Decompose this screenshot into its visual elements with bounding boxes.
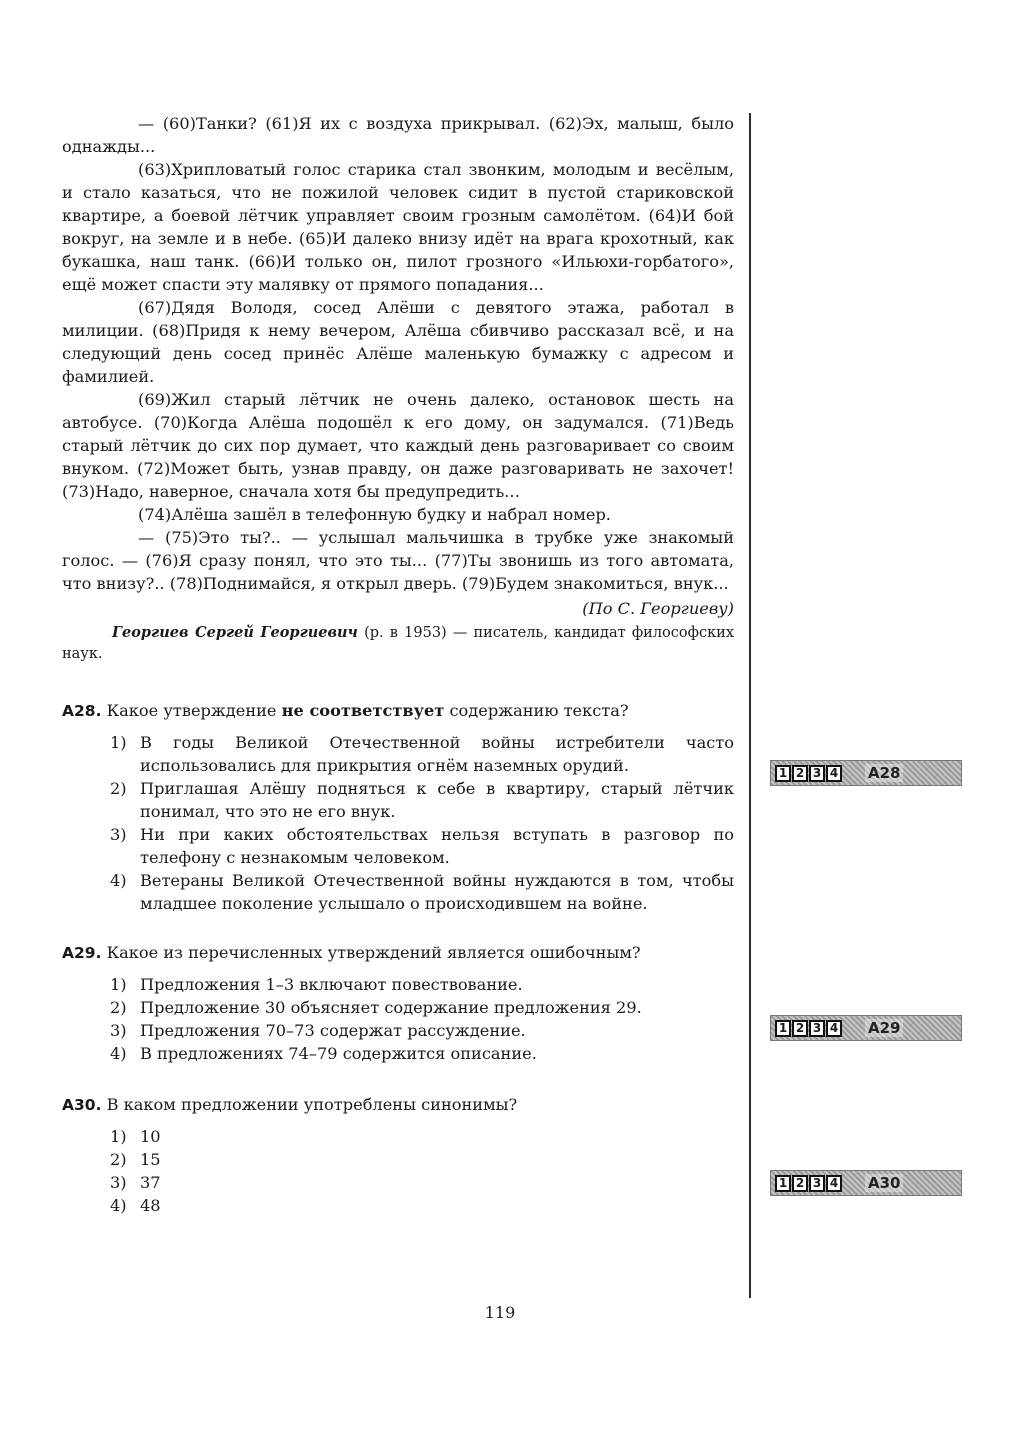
answer-box[interactable]: 4 [826, 1175, 842, 1192]
answer-strip-a28 [770, 760, 962, 786]
option-item [110, 1148, 734, 1171]
option-number: 1) [110, 1127, 127, 1146]
option-item [110, 869, 734, 915]
text-paragraph: — (60)Танки? (61)Я их с воздуха прикрывал. (62)Эх, малыш, было однажды... [62, 114, 734, 156]
answer-strip-label: А29 [865, 1019, 903, 1037]
option-text: В предложениях 74–79 содержится описание. [140, 1044, 537, 1063]
option-list [62, 973, 734, 1065]
answer-box[interactable]: 2 [792, 1175, 808, 1192]
author-bio [62, 622, 734, 665]
answer-box[interactable]: 3 [809, 765, 825, 782]
option-item [110, 777, 734, 823]
answer-box[interactable]: 4 [826, 765, 842, 782]
option-number: 2) [110, 779, 127, 798]
author-bio-text: (р. в 1953) — писатель, кандидат философских наук. [62, 625, 734, 662]
option-list [62, 1125, 734, 1217]
option-text: Приглашая Алёшу подняться к себе в квартиру, старый лётчик понимал, что это не его внук. [140, 779, 734, 821]
text-paragraph: (69)Жил старый лётчик не очень далеко, остановок шесть на автобусе. (70)Когда Алёша подошёл к его дому, он задумался. (71)Ведь старый лётчик до сих пор думает, что каждый день разговаривает со своим внуком. (72)Может быть, узнав правду, он даже разговаривать не захочет! (73)Надо, наверное, сначала хотя бы предупредить... [62, 390, 734, 501]
option-number: 1) [110, 975, 127, 994]
option-text: Предложение 30 объясняет содержание предложения 29. [140, 998, 642, 1017]
answer-strip-label: А30 [865, 1174, 903, 1192]
page-number: 119 [484, 1303, 516, 1322]
option-text: 37 [140, 1173, 161, 1192]
page-body [62, 112, 734, 1217]
margin-rule [749, 113, 751, 1298]
answer-strip-a29 [770, 1015, 962, 1041]
author-name: Георгиев Сергей Георгиевич [112, 624, 358, 641]
question-a29 [62, 941, 734, 1065]
question-number: А28. [62, 702, 102, 720]
question-title [62, 699, 734, 723]
option-text: Ни при каких обстоятельствах нельзя вступать в разговор по телефону с незнакомым человеком. [140, 825, 734, 867]
option-number: 2) [110, 1150, 127, 1169]
text-paragraph: (63)Хрипловатый голос старика стал звонким, молодым и весёлым, и стало казаться, что не пожилой человек сидит в пустой стариковской квартире, а боевой лётчик управляет своим грозным самолётом. (64)И бой вокруг, на земле и в небе. (65)И далеко внизу идёт на врага крохотный, как букашка, наш танк. (66)И только он, пилот грозного «Ильюхи-горбатого», ещё может спасти эту малявку от прямого попадания... [62, 160, 734, 294]
text-paragraph: (74)Алёша зашёл в телефонную будку и набрал номер. [138, 505, 611, 524]
option-text: Предложения 70–73 содержат рассуждение. [140, 1021, 526, 1040]
answer-strip-a30 [770, 1170, 962, 1196]
option-text: 15 [140, 1150, 161, 1169]
option-item [110, 996, 734, 1019]
question-text: В каком предложении употреблены синонимы? [101, 1095, 518, 1114]
question-text: Какое из перечисленных утверждений является ошибочным? [101, 943, 641, 962]
question-title [62, 1093, 734, 1117]
answer-box[interactable]: 1 [775, 765, 791, 782]
text-paragraph: — (75)Это ты?.. — услышал мальчишка в трубке уже знакомый голос. — (76)Я сразу понял, что это ты... (77)Ты звонишь из того автомата, что внизу?.. (78)Поднимайся, я открыл дверь. (79)Будем знакомиться, внук... [62, 528, 734, 593]
answer-box[interactable]: 1 [775, 1175, 791, 1192]
question-number: А30. [62, 1096, 102, 1114]
option-text: Предложения 1–3 включают повествование. [140, 975, 523, 994]
option-number: 4) [110, 1044, 127, 1063]
option-text: 48 [140, 1196, 161, 1215]
option-text: 10 [140, 1127, 161, 1146]
option-item [110, 1171, 734, 1194]
option-number: 3) [110, 825, 127, 844]
text-paragraph: (67)Дядя Володя, сосед Алёши с девятого этажа, работал в милиции. (68)Придя к нему вечером, Алёша сбивчиво рассказал всё, и на следующий день сосед принёс Алёше маленькую бумажку с адресом и фамилией. [62, 298, 734, 386]
answer-box[interactable]: 2 [792, 1020, 808, 1037]
option-number: 4) [110, 871, 127, 890]
option-list [62, 731, 734, 915]
option-number: 3) [110, 1173, 127, 1192]
question-a28 [62, 699, 734, 915]
answer-box[interactable]: 1 [775, 1020, 791, 1037]
option-number: 1) [110, 733, 127, 752]
option-number: 3) [110, 1021, 127, 1040]
option-number: 4) [110, 1196, 127, 1215]
answer-strip-label: А28 [865, 764, 903, 782]
option-item [110, 1125, 734, 1148]
option-item [110, 1194, 734, 1217]
option-item [110, 731, 734, 777]
option-number: 2) [110, 998, 127, 1017]
option-item [110, 973, 734, 996]
question-emphasis: не соответствует [281, 701, 445, 720]
answer-box[interactable]: 3 [809, 1020, 825, 1037]
option-text: В годы Великой Отечественной войны истребители часто использовались для прикрытия огнём наземных орудий. [140, 733, 734, 775]
answer-box[interactable]: 3 [809, 1175, 825, 1192]
option-text: Ветераны Великой Отечественной войны нуждаются в том, чтобы младшее поколение услышало о происходившем на войне. [140, 871, 734, 913]
question-a30 [62, 1093, 734, 1217]
option-item [110, 823, 734, 869]
question-text-end: содержанию текста? [444, 701, 629, 720]
option-item [110, 1042, 734, 1065]
question-number: А29. [62, 944, 102, 962]
question-title [62, 941, 734, 965]
answer-box[interactable]: 4 [826, 1020, 842, 1037]
answer-box[interactable]: 2 [792, 765, 808, 782]
option-item [110, 1019, 734, 1042]
source-attribution: (По С. Георгиеву) [582, 599, 734, 618]
question-text: Какое утверждение [101, 701, 282, 720]
